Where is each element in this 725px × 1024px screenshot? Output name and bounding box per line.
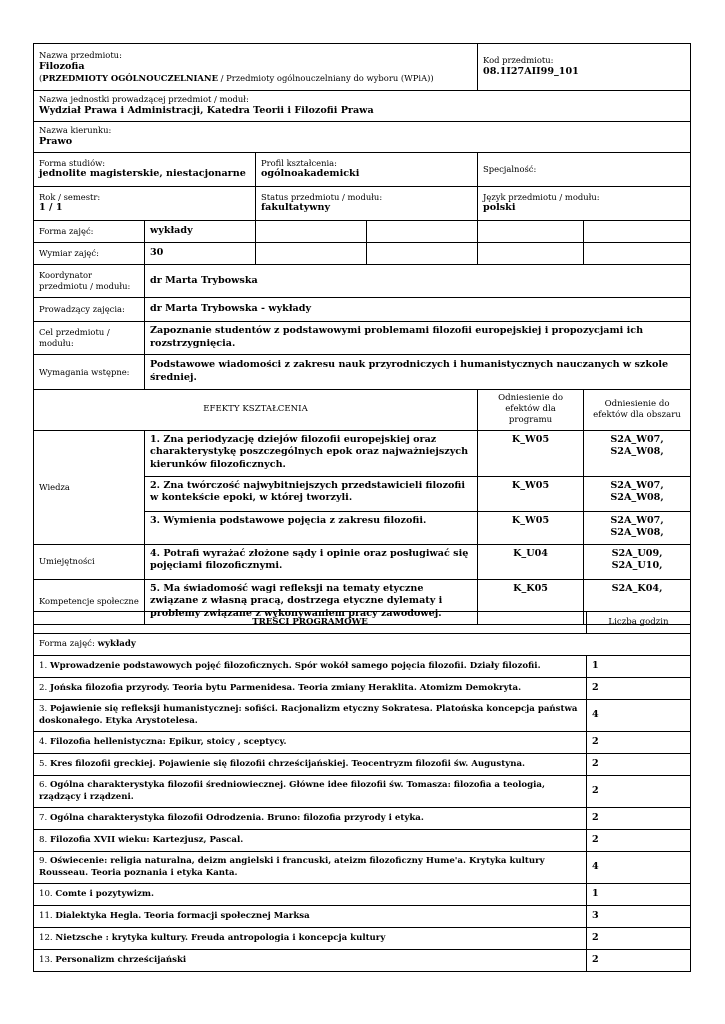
outcome-program: K_U04 <box>478 544 584 579</box>
topic-hours: 2 <box>587 732 691 754</box>
profile-cell <box>256 153 478 187</box>
topic-hours: 2 <box>587 950 691 972</box>
topic-text: 13. Personalizm chrześcijański <box>34 950 587 972</box>
outcome-area <box>584 476 691 511</box>
classes-empty-1 <box>256 221 367 243</box>
year-cell <box>34 187 256 221</box>
outcome-area-2: S2A_U10, <box>611 560 663 572</box>
outcomes-col-program: Odniesienie do efektów dla programu <box>478 390 584 431</box>
year-row <box>34 187 691 221</box>
classes-empty-3 <box>478 221 584 243</box>
outcome-area <box>584 511 691 544</box>
outcomes-header: EFEKTY KSZTAŁCENIA <box>34 390 478 431</box>
outcome-text: 3. Wymienia podstawowe pojęcia z zakresu filozofii. <box>145 511 478 544</box>
outcome-area-1: S2A_U09, <box>611 547 663 559</box>
outcome-area-1: S2A_W07, <box>610 433 664 445</box>
classes-empty-4 <box>584 221 691 243</box>
topic-row <box>34 884 691 906</box>
topic-text: 5. Kres filozofii greckiej. Pojawienie się filozofii chrześcijańskiej. Teocentryzm filozofii św. Augustyna. <box>34 754 587 776</box>
classes-label: Forma zajęć: <box>34 221 145 243</box>
hours-label: Wymiar zajęć: <box>34 243 145 265</box>
topic-text: 6. Ogólna charakterystyka filozofii średniowiecznej. Główne idee filozofii św. Tomasza: filozofia a teologia, rządzący i rządzeni. <box>34 776 587 808</box>
skills-label: Umiejętności <box>34 544 145 579</box>
hours-empty-4 <box>584 243 691 265</box>
program-header: TREŚCI PROGRAMOWE <box>34 612 587 634</box>
topic-row <box>34 754 691 776</box>
profile-label: Profil kształcenia: <box>261 157 338 168</box>
topic-row <box>34 928 691 950</box>
topic-row <box>34 808 691 830</box>
outcome-area-1: S2A_K04, <box>611 582 663 594</box>
topic-row <box>34 852 691 884</box>
profile-value: ogólnoakademicki <box>261 168 360 180</box>
topic-hours: 2 <box>587 754 691 776</box>
direction-value: Prawo <box>39 135 73 147</box>
outcome-area-2: S2A_W08, <box>610 527 664 539</box>
goal-label: Cel przedmiotu / modułu: <box>34 322 145 355</box>
topic-text: 12. Nietzsche : krytyka kultury. Freuda antropologia i koncepcja kultury <box>34 928 587 950</box>
outcome-program: K_K05 <box>478 579 584 625</box>
outcome-text: 2. Zna twórczość najwybitniejszych przedstawicieli filozofii w kontekście epoki, w której tworzyli. <box>145 476 478 511</box>
form-label: Forma studiów: <box>39 157 106 168</box>
outcome-area-1: S2A_W07, <box>610 479 664 491</box>
topic-hours: 4 <box>587 852 691 884</box>
topic-hours: 3 <box>587 906 691 928</box>
direction-cell <box>34 122 691 153</box>
topic-hours: 2 <box>587 830 691 852</box>
topic-row <box>34 906 691 928</box>
classes-empty-2 <box>367 221 478 243</box>
program-header-row <box>34 612 691 634</box>
language-label: Język przedmiotu / modułu: <box>483 191 600 202</box>
unit-value: Wydział Prawa i Administracji, Katedra Teorii i Filozofii Prawa <box>39 104 374 116</box>
topic-text: 11. Dialektyka Hegla. Teoria formacji społecznej Marksa <box>34 906 587 928</box>
form-row <box>34 153 691 187</box>
classes-value: wykłady <box>145 221 256 243</box>
topic-row <box>34 950 691 972</box>
unit-row <box>34 91 691 122</box>
unit-cell <box>34 91 691 122</box>
subject-name-label: Nazwa przedmiotu: <box>39 49 122 60</box>
outcomes-header-row <box>34 390 691 431</box>
hours-value: 30 <box>145 243 256 265</box>
topic-row <box>34 656 691 678</box>
specialty-label: Specjalność: <box>483 164 537 175</box>
topic-text: 1. Wprowadzenie podstawowych pojęć filozoficznych. Spór wokół samego pojęcia filozofii. Działy filozofii. <box>34 656 587 678</box>
topic-hours: 2 <box>587 776 691 808</box>
outcome-area-2: S2A_W08, <box>610 492 664 504</box>
program-content-table <box>33 611 691 972</box>
course-card-table <box>33 43 691 625</box>
outcome-text: 4. Potrafi wyrażać złożone sądy i opinie oraz posługiwać się pojęciami filozoficznymi. <box>145 544 478 579</box>
subject-name: Filozofia <box>39 60 85 72</box>
social-label: Kompetencje społeczne <box>34 579 145 625</box>
outcome-area <box>584 430 691 476</box>
outcome-row <box>34 430 691 476</box>
subject-group-bold: PRZEDMIOTY OGÓLNOUCZELNIANE <box>42 73 218 84</box>
lecturer-row <box>34 298 691 322</box>
topic-row <box>34 830 691 852</box>
topic-row <box>34 776 691 808</box>
topic-hours: 2 <box>587 678 691 700</box>
requirements-label: Wymagania wstępne: <box>34 355 145 390</box>
coordinator-label: Koordynator przedmiotu / modułu: <box>34 265 145 298</box>
topic-hours: 2 <box>587 808 691 830</box>
topic-hours: 1 <box>587 656 691 678</box>
knowledge-label: Wiedza <box>34 430 145 544</box>
outcome-program: K_W05 <box>478 476 584 511</box>
topic-row <box>34 732 691 754</box>
hours-empty-2 <box>367 243 478 265</box>
topic-hours: 2 <box>587 928 691 950</box>
form-value: jednolite magisterskie, niestacjonarne <box>39 168 246 180</box>
outcome-area-1: S2A_W07, <box>610 514 664 526</box>
program-form-label: Forma zajęć: <box>39 638 98 649</box>
goal-value: Zapoznanie studentów z podstawowymi problemami filozofii europejskiej i propozycjami ich rozstrzygnięcia. <box>145 322 691 355</box>
unit-label: Nazwa jednostki prowadzącej przedmiot / moduł: <box>39 94 249 105</box>
status-label: Status przedmiotu / modułu: <box>261 191 383 202</box>
direction-row <box>34 122 691 153</box>
status-value: fakultatywny <box>261 202 331 214</box>
hours-empty-3 <box>478 243 584 265</box>
requirements-row <box>34 355 691 390</box>
topic-text: 4. Filozofia hellenistyczna: Epikur, stoicy , sceptycy. <box>34 732 587 754</box>
program-form-cell <box>34 634 691 656</box>
subject-cell <box>34 44 478 91</box>
topic-text: 8. Filozofia XVII wieku: Kartezjusz, Pascal. <box>34 830 587 852</box>
goal-row <box>34 322 691 355</box>
outcome-area-2: S2A_W08, <box>610 446 664 458</box>
outcome-row <box>34 544 691 579</box>
coordinator-row <box>34 265 691 298</box>
outcome-program: K_W05 <box>478 511 584 544</box>
topic-text: 9. Oświecenie: religia naturalna, deizm angielski i francuski, ateizm filozoficzny Hume'a. Krytyka kultury Rousseau. Teoria poznania i etyka Kanta. <box>34 852 587 884</box>
year-label: Rok / semestr: <box>39 191 101 202</box>
specialty-cell <box>478 153 691 187</box>
lecturer-value: dr Marta Trybowska - wykłady <box>145 298 691 322</box>
topic-row <box>34 678 691 700</box>
outcomes-col-area: Odniesienie do efektów dla obszaru <box>584 390 691 431</box>
status-cell <box>256 187 478 221</box>
requirements-value: Podstawowe wiadomości z zakresu nauk przyrodniczych i humanistycznych nauczanych w szkole średniej. <box>145 355 691 390</box>
program-form-row <box>34 634 691 656</box>
language-value: polski <box>483 202 516 214</box>
outcome-text: 1. Zna periodyzację dziejów filozofii europejskiej oraz charakterystykę poszczególnych epok oraz najważniejszych kierunków filozoficznych. <box>145 430 478 476</box>
hours-row <box>34 243 691 265</box>
coordinator-value: dr Marta Trybowska <box>145 265 691 298</box>
language-cell <box>478 187 691 221</box>
topic-hours: 4 <box>587 700 691 732</box>
topic-hours: 1 <box>587 884 691 906</box>
program-form-value: wykłady <box>97 638 136 649</box>
program-hours-header: Liczba godzin <box>587 612 691 634</box>
topic-text: 10. Comte i pozytywizm. <box>34 884 587 906</box>
subject-code-cell <box>478 44 691 91</box>
year-value: 1 / 1 <box>39 202 63 214</box>
topic-text: 7. Ogólna charakterystyka filozofii Odrodzenia. Bruno: filozofia przyrody i etyka. <box>34 808 587 830</box>
classes-row <box>34 221 691 243</box>
outcome-program: K_W05 <box>478 430 584 476</box>
outcome-area <box>584 544 691 579</box>
form-cell <box>34 153 256 187</box>
subject-code-label: Kod przedmiotu: <box>483 55 554 66</box>
lecturer-label: Prowadzący zajęcia: <box>34 298 145 322</box>
topic-text: 2. Jońska filozofia przyrody. Teoria bytu Parmenidesa. Teoria zmiany Heraklita. Atomizm Demokryta. <box>34 678 587 700</box>
topic-text: 3. Pojawienie się refleksji humanistycznej: sofiści. Racjonalizm etyczny Sokratesa. Platońska koncepcja państwa doskonałego. Etyka Arystotelesa. <box>34 700 587 732</box>
subject-group-rest: / Przedmioty ogólnouczelniany do wyboru (WPiA)) <box>217 73 434 84</box>
subject-code: 08.1I27AII99_101 <box>483 65 579 77</box>
subject-group: (PRZEDMIOTY OGÓLNOUCZELNIANE / Przedmioty ogólnouczelniany do wyboru (WPiA)) <box>39 73 434 84</box>
topic-row <box>34 700 691 732</box>
subject-row <box>34 44 691 91</box>
hours-empty-1 <box>256 243 367 265</box>
outcome-text: 5. Ma świadomość wagi refleksji na tematy etyczne związane z własną pracą, dostrzega etyczne dylematy i problemy związane z wykonywaniem pracy zawodowej. <box>145 579 478 625</box>
direction-label: Nazwa kierunku: <box>39 125 112 136</box>
